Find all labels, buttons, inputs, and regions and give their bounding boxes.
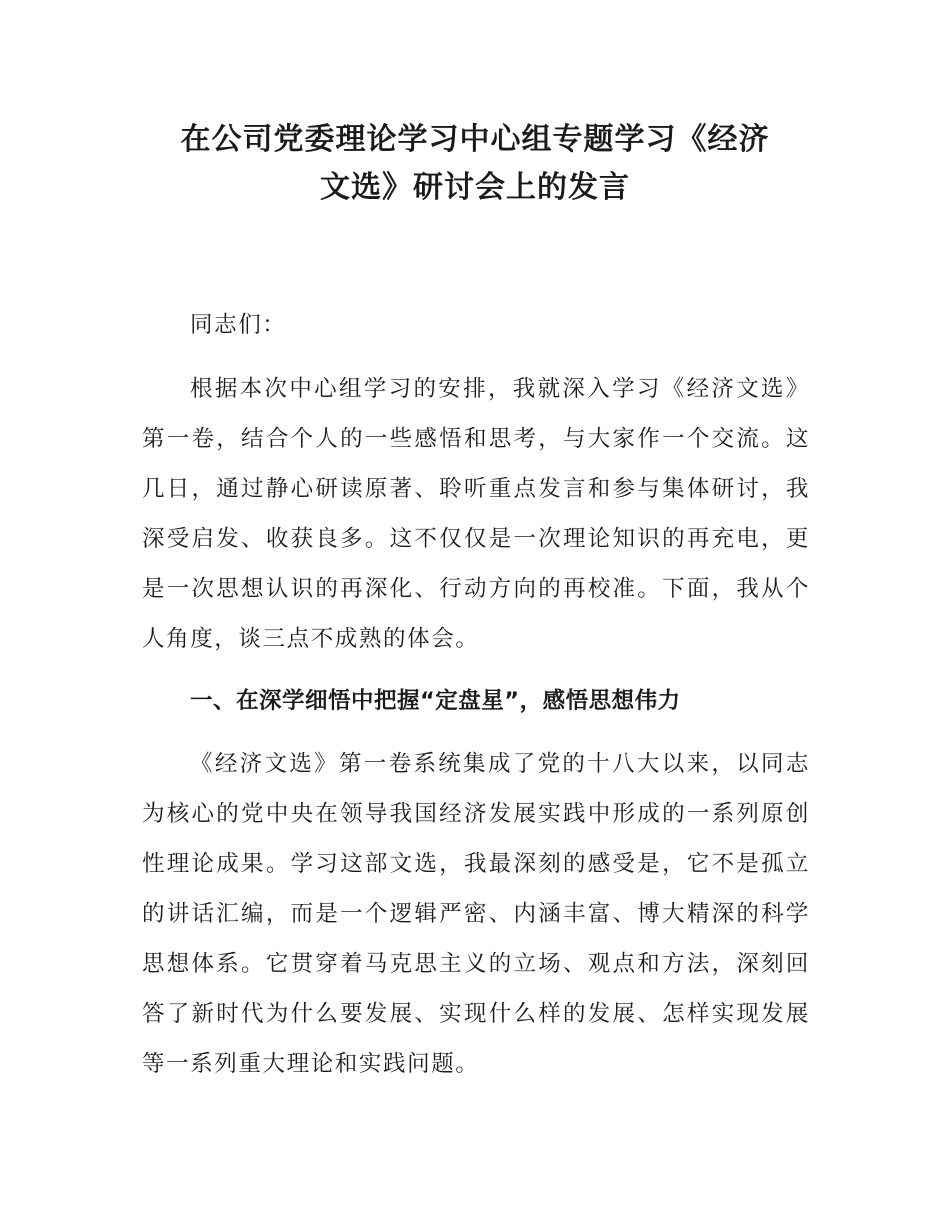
paragraph-section-1: 《经济文选》第一卷系统集成了党的十八大以来，以同志为核心的党中央在领导我国经济发展实践中形成的一系列原创性理论成果。学习这部文选，我最深刻的感受是，它不是孤立的讲话汇编，而是一个逻辑严密、内涵丰富、博大精深的科学思想体系。它贯穿着马克思主义的立场、观点和方法，深刻回答了新时代为什么要发展、实现什么样的发展、怎样实现发展等一系列重大理论和实践问题。 [142, 751, 810, 1077]
document-title [140, 116, 810, 212]
paragraph-intro: 根据本次中心组学习的安排，我就深入学习《经济文选》第一卷，结合个人的一些感悟和思考，与大家作一个交流。这几日，通过静心研读原著、聆听重点发言和参与集体研讨，我深受启发、收获良多。这不仅仅是一次理论知识的再充电，更是一次思想认识的再深化、行动方向的再校准。下面，我从个人角度，谈三点不成熟的体会。 [142, 376, 810, 652]
section-heading-1: 一、在深学细悟中把握“定盘星”，感悟思想伟力 [190, 688, 681, 714]
title-line-2: 文选》研讨会上的发言 [320, 170, 630, 205]
title-line-1: 在公司党委理论学习中心组专题学习《经济 [180, 122, 770, 157]
salutation: 同志们： [190, 312, 287, 338]
